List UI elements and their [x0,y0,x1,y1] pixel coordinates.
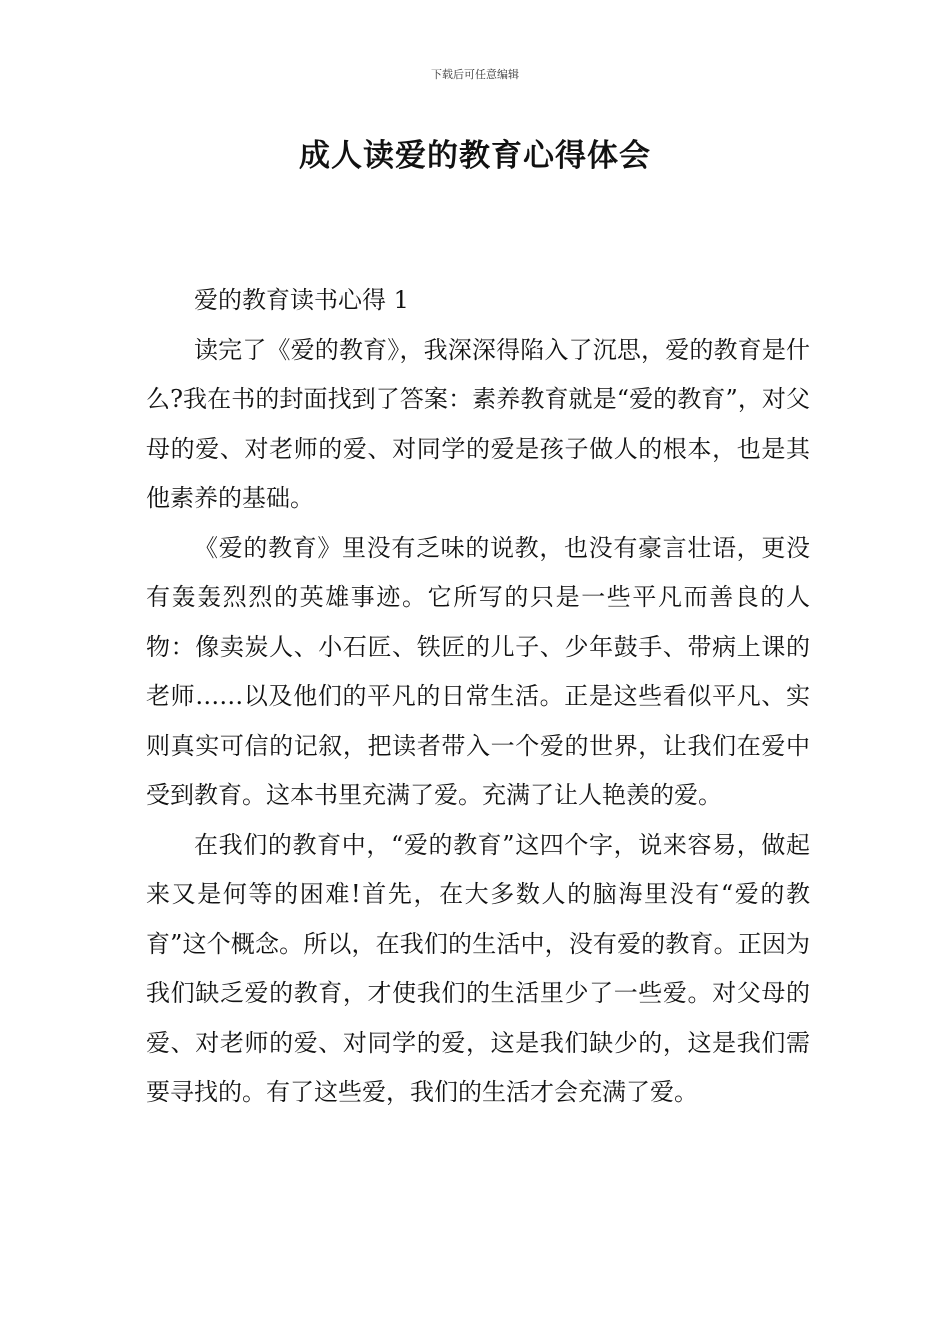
paragraph: 《爱的教育》里没有乏味的说教，也没有豪言壮语，更没有轰轰烈烈的英雄事迹。它所写的只是一些平凡而善良的人物：像卖炭人、小石匠、铁匠的儿子、少年鼓手、带病上课的老师……以及他们的平凡的日常生活。正是这些看似平凡、实则真实可信的记叙，把读者带入一个爱的世界，让我们在爱中受到教育。这本书里充满了爱。充满了让人艳羡的爱。 [146,533,810,809]
section-heading: 爱的教育读书心得 1 [194,286,409,314]
header-note: 下载后可任意编辑 [431,68,519,81]
document-body [146,276,810,1118]
paragraph: 读完了《爱的教育》，我深深得陷入了沉思，爱的教育是什么?我在书的封面找到了答案：素养教育就是“爱的教育”，对父母的爱、对老师的爱、对同学的爱是孩子做人的根本，也是其他素养的基础。 [146,335,810,512]
paragraph: 在我们的教育中，“爱的教育”这四个字，说来容易，做起来又是何等的困难!首先，在大多数人的脑海里没有“爱的教育”这个概念。所以，在我们的生活中，没有爱的教育。正因为我们缺乏爱的教育，才使我们的生活里少了一些爱。对父母的爱、对老师的爱、对同学的爱，这是我们缺少的，这是我们需要寻找的。有了这些爱，我们的生活才会充满了爱。 [146,830,810,1106]
document-title: 成人读爱的教育心得体会 [299,138,651,174]
